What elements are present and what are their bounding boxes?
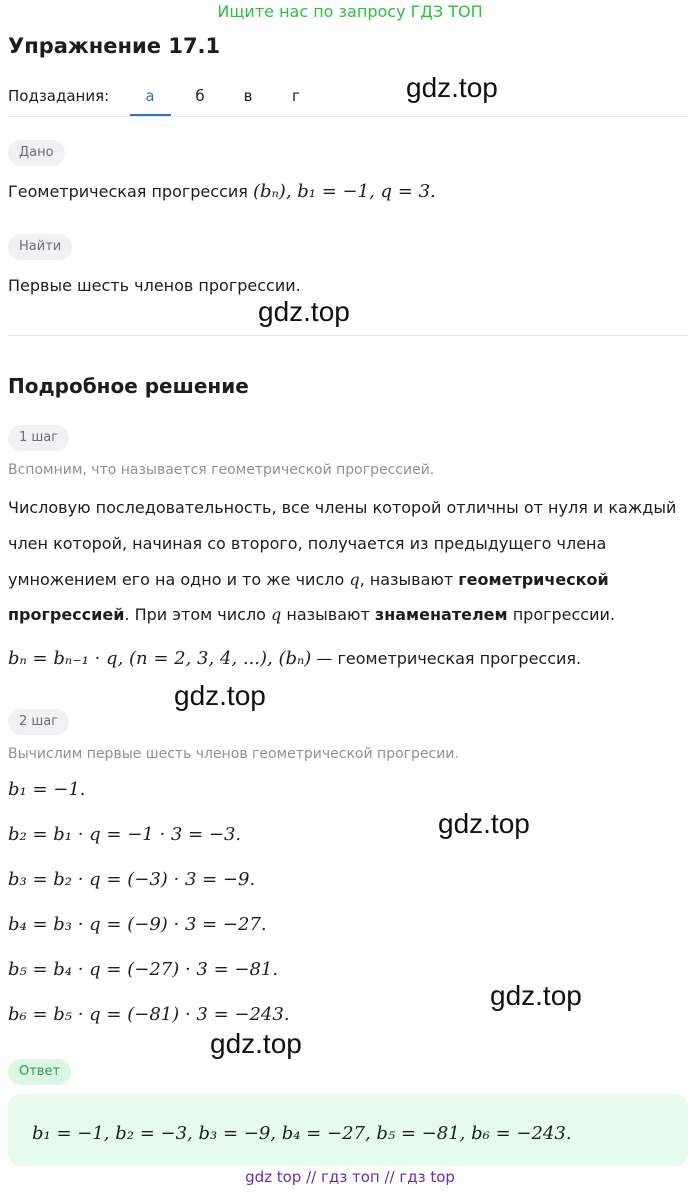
tab-g[interactable]: г: [292, 87, 300, 105]
step1-line3-bold: геометрической: [458, 570, 609, 589]
step1-line4-bold1: прогрессией: [8, 605, 125, 624]
tab-b[interactable]: б: [195, 87, 205, 105]
step1-line4-q: q: [271, 605, 282, 624]
tabs-divider: [8, 116, 688, 117]
step1-line3: [8, 570, 609, 589]
step2-calc-line: b₁ = −1.: [8, 779, 86, 800]
watermark: gdz.top: [438, 808, 530, 839]
step1-line4-a: . При этом число: [124, 605, 272, 624]
footer-links: gdz top // гдз топ // гдз top: [245, 1168, 455, 1186]
step1-formula-line: [8, 648, 581, 669]
find-text: Первые шесть членов прогрессии.: [8, 276, 301, 295]
find-badge: Найти: [8, 234, 72, 260]
given-text-prefix: Геометрическая прогрессия: [8, 182, 253, 201]
step2-hint: Вычислим первые шесть членов геометрической прогресии.: [8, 746, 459, 762]
step2-calc-line: b₆ = b₅ · q = (−81) · 3 = −243.: [8, 1004, 290, 1025]
tab-a[interactable]: а: [145, 87, 155, 105]
given-math: (bₙ), b₁ = −1, q = 3.: [252, 181, 436, 202]
step1-line4-bold2: знаменателем: [374, 605, 508, 624]
step2-calc-line: b₄ = b₃ · q = (−9) · 3 = −27.: [8, 914, 267, 935]
watermark: gdz.top: [258, 296, 350, 327]
section-divider: [8, 335, 688, 336]
promo-banner: Ищите нас по запросу ГДЗ ТОП: [217, 2, 483, 21]
watermark: gdz.top: [406, 72, 498, 103]
step2-calc-line: b₃ = b₂ · q = (−3) · 3 = −9.: [8, 869, 256, 890]
step1-badge: 1 шаг: [8, 425, 69, 451]
step1-hint: Вспомним, что называется геометрической прогрессией.: [8, 462, 435, 478]
step1-line1: Числовую последовательность, все члены которой отличны от нуля и каждый: [8, 498, 677, 517]
watermark: gdz.top: [490, 980, 582, 1011]
step1-line4-c: прогрессии.: [507, 605, 615, 624]
step2-calc-line: b₅ = b₄ · q = (−27) · 3 = −81.: [8, 959, 279, 980]
solution-title: Подробное решение: [8, 374, 249, 398]
step1-line3-b: , называют: [359, 570, 459, 589]
page-title: Упражнение 17.1: [8, 34, 221, 58]
watermark: gdz.top: [210, 1028, 302, 1059]
step1-line3-q: q: [349, 570, 360, 589]
watermark: gdz.top: [174, 680, 266, 711]
step1-line3-a: умножением его на одно и то же число: [8, 570, 350, 589]
step1-line4: [8, 605, 615, 624]
step1-formula-text: — геометрическая прогрессия.: [311, 649, 582, 668]
step1-line4-b: называют: [281, 605, 375, 624]
step1-line2: член которой, начиная со второго, получается из предыдущего члена: [8, 534, 607, 553]
step2-calc-line: b₂ = b₁ · q = −1 · 3 = −3.: [8, 824, 242, 845]
given-text: [8, 181, 436, 202]
answer-badge: Ответ: [8, 1059, 71, 1085]
step2-badge: 2 шаг: [8, 709, 69, 735]
given-badge: Дано: [8, 140, 65, 166]
answer-text: b₁ = −1, b₂ = −3, b₃ = −9, b₄ = −27, b₅ = −81, b₆ = −243.: [32, 1123, 572, 1144]
subtasks-label: Подзадания:: [8, 87, 110, 105]
tab-v[interactable]: в: [243, 87, 253, 105]
step1-formula: bₙ = bₙ₋₁ · q, (n = 2, 3, 4, ...), (bₙ): [8, 648, 312, 669]
